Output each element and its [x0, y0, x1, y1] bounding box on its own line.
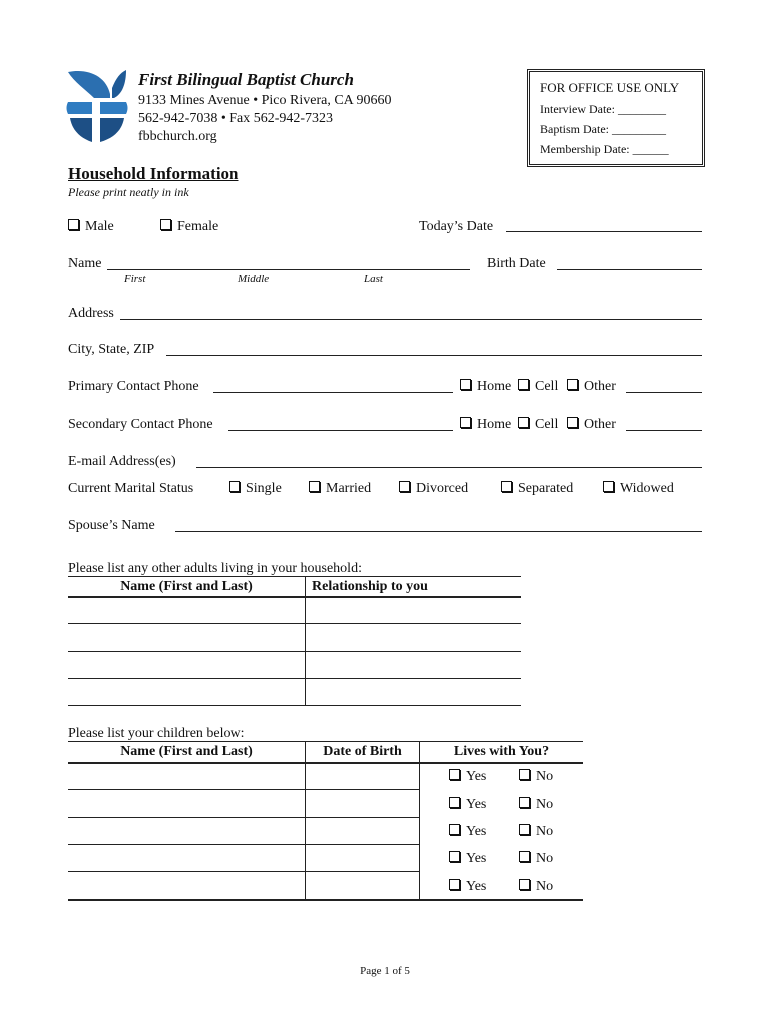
table-row[interactable] [68, 651, 521, 652]
no-label: No [536, 851, 554, 866]
address-label: Address [68, 306, 114, 321]
checkbox-icon [399, 481, 410, 492]
other-label: Other [584, 417, 616, 432]
separated-label: Separated [518, 481, 574, 496]
checkbox-icon [519, 769, 530, 780]
checkbox-icon [449, 797, 460, 808]
middle-sublabel: Middle [238, 273, 270, 285]
checkbox-icon [567, 417, 578, 428]
name-label: Name [68, 256, 102, 271]
no-label: No [536, 824, 554, 839]
table-row[interactable] [68, 789, 419, 790]
checkbox-icon [603, 481, 614, 492]
baptism-date: Baptism Date: _________ [540, 122, 666, 136]
church-name: First Bilingual Baptist Church [138, 70, 354, 89]
checkbox-icon [160, 219, 171, 230]
children-intro: Please list your children below: [68, 726, 245, 741]
children-table [68, 762, 583, 902]
adults-header-rule [68, 596, 521, 598]
male-checkbox[interactable] [68, 219, 114, 235]
home-label: Home [477, 417, 512, 432]
spouse-name-field[interactable] [175, 531, 702, 532]
church-phone: 562-942-7038 • Fax 562-942-7323 [138, 111, 334, 126]
children-col-lives: Lives with You? [453, 744, 550, 759]
child-3-yes-checkbox[interactable] [449, 824, 486, 840]
checkbox-icon [501, 481, 512, 492]
city-state-zip-label: City, State, ZIP [68, 342, 155, 357]
child-5-no-checkbox[interactable] [519, 879, 553, 895]
primary-cell-checkbox[interactable] [518, 379, 558, 395]
secondary-cell-checkbox[interactable] [518, 417, 558, 433]
first-sublabel: First [124, 273, 146, 285]
child-4-no-checkbox[interactable] [519, 851, 553, 867]
checkbox-icon [567, 379, 578, 390]
table-row[interactable] [68, 844, 419, 845]
section-title: Household Information [68, 164, 239, 183]
church-logo [66, 68, 128, 144]
child-1-no-checkbox[interactable] [519, 769, 553, 785]
single-label: Single [246, 481, 282, 496]
marital-married-checkbox[interactable] [309, 481, 371, 497]
children-bottom-rule [68, 899, 583, 901]
cell-label: Cell [535, 417, 559, 432]
secondary-other-checkbox[interactable] [567, 417, 616, 433]
todays-date-label: Today’s Date [419, 219, 494, 234]
secondary-phone-label: Secondary Contact Phone [68, 417, 213, 432]
checkbox-icon [449, 769, 460, 780]
marital-widowed-checkbox[interactable] [603, 481, 674, 497]
address-field[interactable] [120, 319, 702, 320]
primary-phone-label: Primary Contact Phone [68, 379, 199, 394]
child-2-yes-checkbox[interactable] [449, 797, 486, 813]
yes-label: Yes [466, 851, 487, 866]
checkbox-icon [449, 851, 460, 862]
child-2-no-checkbox[interactable] [519, 797, 553, 813]
yes-label: Yes [466, 769, 487, 784]
email-label: E-mail Address(es) [68, 454, 176, 469]
checkbox-icon [449, 879, 460, 890]
spouse-name-label: Spouse’s Name [68, 518, 155, 533]
child-3-no-checkbox[interactable] [519, 824, 553, 840]
office-title: FOR OFFICE USE ONLY [540, 80, 680, 95]
marital-divorced-checkbox[interactable] [399, 481, 468, 497]
church-website: fbbchurch.org [138, 129, 217, 144]
adults-table-top-rule [68, 576, 521, 577]
widowed-label: Widowed [620, 481, 674, 496]
female-label: Female [177, 219, 219, 234]
checkbox-icon [518, 379, 529, 390]
checkbox-icon [519, 824, 530, 835]
child-1-yes-checkbox[interactable] [449, 769, 486, 785]
city-state-zip-field[interactable] [166, 355, 702, 356]
children-col-name: Name (First and Last) [120, 744, 253, 759]
secondary-phone-field[interactable] [228, 430, 453, 431]
children-col-dob: Date of Birth [323, 744, 402, 759]
children-col-divider-1 [305, 742, 306, 901]
checkbox-icon [460, 417, 471, 428]
no-label: No [536, 797, 554, 812]
yes-label: Yes [466, 879, 487, 894]
checkbox-icon [519, 797, 530, 808]
checkbox-icon [519, 879, 530, 890]
section-subtitle: Please print neatly in ink [68, 185, 189, 199]
checkbox-icon [518, 417, 529, 428]
primary-home-checkbox[interactable] [460, 379, 511, 395]
checkbox-icon [519, 851, 530, 862]
marital-separated-checkbox[interactable] [501, 481, 573, 497]
other-label: Other [584, 379, 616, 394]
page-number: Page 1 of 5 [360, 965, 410, 977]
children-col-divider-2 [419, 742, 420, 901]
adults-col-relationship: Relationship to you [312, 579, 428, 594]
yes-label: Yes [466, 797, 487, 812]
marital-status-label: Current Marital Status [68, 481, 194, 496]
table-row[interactable] [68, 678, 521, 679]
todays-date-field[interactable] [506, 231, 702, 232]
birth-date-field[interactable] [557, 269, 702, 270]
adults-col-name: Name (First and Last) [120, 579, 253, 594]
divorced-label: Divorced [416, 481, 469, 496]
yes-label: Yes [466, 824, 487, 839]
male-label: Male [85, 219, 114, 234]
table-row[interactable] [68, 623, 521, 624]
primary-other-field[interactable] [626, 392, 702, 393]
table-row[interactable] [68, 871, 419, 872]
table-row[interactable] [68, 705, 521, 706]
name-field[interactable] [107, 269, 470, 270]
church-address: 9133 Mines Avenue • Pico Rivera, CA 90660 [138, 93, 392, 108]
last-sublabel: Last [364, 273, 383, 285]
child-4-yes-checkbox[interactable] [449, 851, 486, 867]
cell-label: Cell [535, 379, 559, 394]
primary-other-checkbox[interactable] [567, 379, 616, 395]
secondary-other-field[interactable] [626, 430, 702, 431]
primary-phone-field[interactable] [213, 392, 453, 393]
checkbox-icon [449, 824, 460, 835]
child-5-yes-checkbox[interactable] [449, 879, 486, 895]
home-label: Home [477, 379, 512, 394]
no-label: No [536, 879, 554, 894]
female-checkbox[interactable] [160, 219, 218, 235]
adults-intro: Please list any other adults living in your household: [68, 561, 362, 576]
email-field[interactable] [196, 467, 702, 468]
checkbox-icon [229, 481, 240, 492]
birth-date-label: Birth Date [487, 256, 546, 271]
membership-date: Membership Date: ______ [540, 142, 669, 156]
no-label: No [536, 769, 554, 784]
children-table-top-rule [68, 741, 583, 742]
adults-table [68, 596, 521, 706]
checkbox-icon [460, 379, 471, 390]
children-header-rule [68, 762, 583, 764]
interview-date: Interview Date: ________ [540, 102, 666, 116]
marital-single-checkbox[interactable] [229, 481, 282, 497]
secondary-home-checkbox[interactable] [460, 417, 511, 433]
office-use-box [527, 69, 705, 167]
checkbox-icon [309, 481, 320, 492]
married-label: Married [326, 481, 372, 496]
adults-col-divider [305, 576, 306, 706]
table-row[interactable] [68, 817, 419, 818]
checkbox-icon [68, 219, 79, 230]
